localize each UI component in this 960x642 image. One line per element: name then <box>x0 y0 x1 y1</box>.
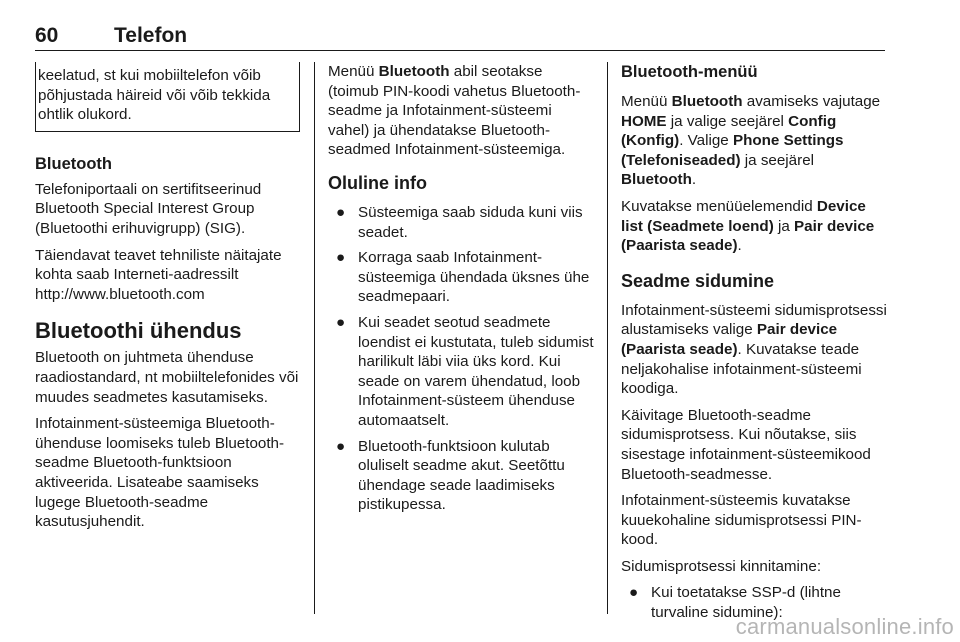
note-box: keelatud, st kui mobiiltelefon võib põhjustada häireid või võib tekkida ohtlik olukord. <box>35 62 300 132</box>
section-heading-info: Oluline info <box>328 172 427 193</box>
paragraph: Sidumisprotsessi kinnitamine: <box>621 557 822 575</box>
paragraph: Infotainment-süsteemi sidumisprotsessi alustamiseks valige Pair device (Paarista seade). Kuvatakse teade neljakohalise infotainment-süsteemi koodiga. <box>621 301 887 398</box>
paragraph: Bluetooth on juhtmeta ühenduse raadiostandard, nt mobiiltelefonides või muudes seadmetes kasutamiseks. <box>35 349 299 406</box>
column-divider <box>607 62 608 614</box>
bullet-icon: ● <box>336 313 346 331</box>
section-heading-connection: Bluetoothi ühendus <box>35 318 242 344</box>
paragraph: Telefoniportaali on sertifitseerinud Bluetooth Special Interest Group (Bluetoothi erihuvigrupp) (SIG). <box>35 180 262 237</box>
column-left <box>35 62 300 539</box>
bullet-icon: ● <box>336 437 346 455</box>
list-item: ● Kui seadet seotud seadmete loendist ei kustutata, tuleb sidumist harilikult läbi viia üks kord. Kui seade on varem ühendatud, loob Infotainment-süsteem ühenduse automaatselt. <box>336 313 594 429</box>
paragraph: Kuvatakse menüüelemendid Device list (Seadmete loend) ja Pair device (Paarista seade). <box>621 197 875 255</box>
list-item: ● Korraga saab Infotainment-süsteemiga ühendada üksnes ühe seadmepaari. <box>336 249 590 306</box>
list-item: ● Kui toetatakse SSP-d (lihtne turvaline sidumine): <box>629 584 841 622</box>
bullet-icon: ● <box>629 584 639 602</box>
page-number: 60 <box>35 24 59 47</box>
section-heading-pairing: Seadme sidumine <box>621 270 775 291</box>
bullet-icon: ● <box>336 203 346 221</box>
paragraph: Käivitage Bluetooth-seadme sidumisprotsess. Kui nõutakse, siis sisestage infotainment-süsteemikood Bluetooth-seadmesse. <box>621 406 871 483</box>
section-heading-bluetooth: Bluetooth <box>35 154 112 173</box>
paragraph: Menüü Bluetooth avamiseks vajutage HOME ja valige seejärel Config (Konfig). Valige Phone Settings (Telefoniseaded) ja seejärel Bluetooth. <box>621 93 881 189</box>
column-right <box>621 62 887 629</box>
list-item: ● Süsteemiga saab siduda kuni viis seadet. <box>336 203 583 241</box>
page-header <box>35 24 885 51</box>
paragraph: Infotainment-süsteemis kuvatakse kuuekohaline sidumisprotsessi PIN-kood. <box>621 492 862 549</box>
bullet-icon: ● <box>336 249 346 267</box>
section-heading-menu: Bluetooth-menüü <box>621 63 758 81</box>
info-list <box>328 203 594 515</box>
paragraph: Täiendavat teavet tehniliste näitajate kohta saab Interneti-aadressilt http://www.bluetooth.com <box>35 246 282 303</box>
paragraph: Menüü Bluetooth abil seotakse (toimub PIN-koodi vahetus Bluetooth-seadme ja Infotainment-süsteemi vahel) ja ühendatakse Bluetooth-seadmed Infotainment-süsteemiga. <box>328 63 581 159</box>
page-title: Telefon <box>114 24 188 47</box>
column-divider <box>314 62 315 614</box>
list-item: ● Bluetooth-funktsioon kulutab oluliselt seadme akut. Seetõttu ühendage seade laadimiseks pistikupessa. <box>336 437 565 514</box>
paragraph: Infotainment-süsteemiga Bluetooth-ühenduse loomiseks tuleb Bluetooth-seadme Bluetooth-funktsioon aktiveerida. Lisateabe saamiseks lugege Bluetooth-seadme kasutusjuhendit. <box>35 415 285 531</box>
watermark: carmanualsonline.info <box>735 614 954 639</box>
column-middle <box>328 62 594 521</box>
